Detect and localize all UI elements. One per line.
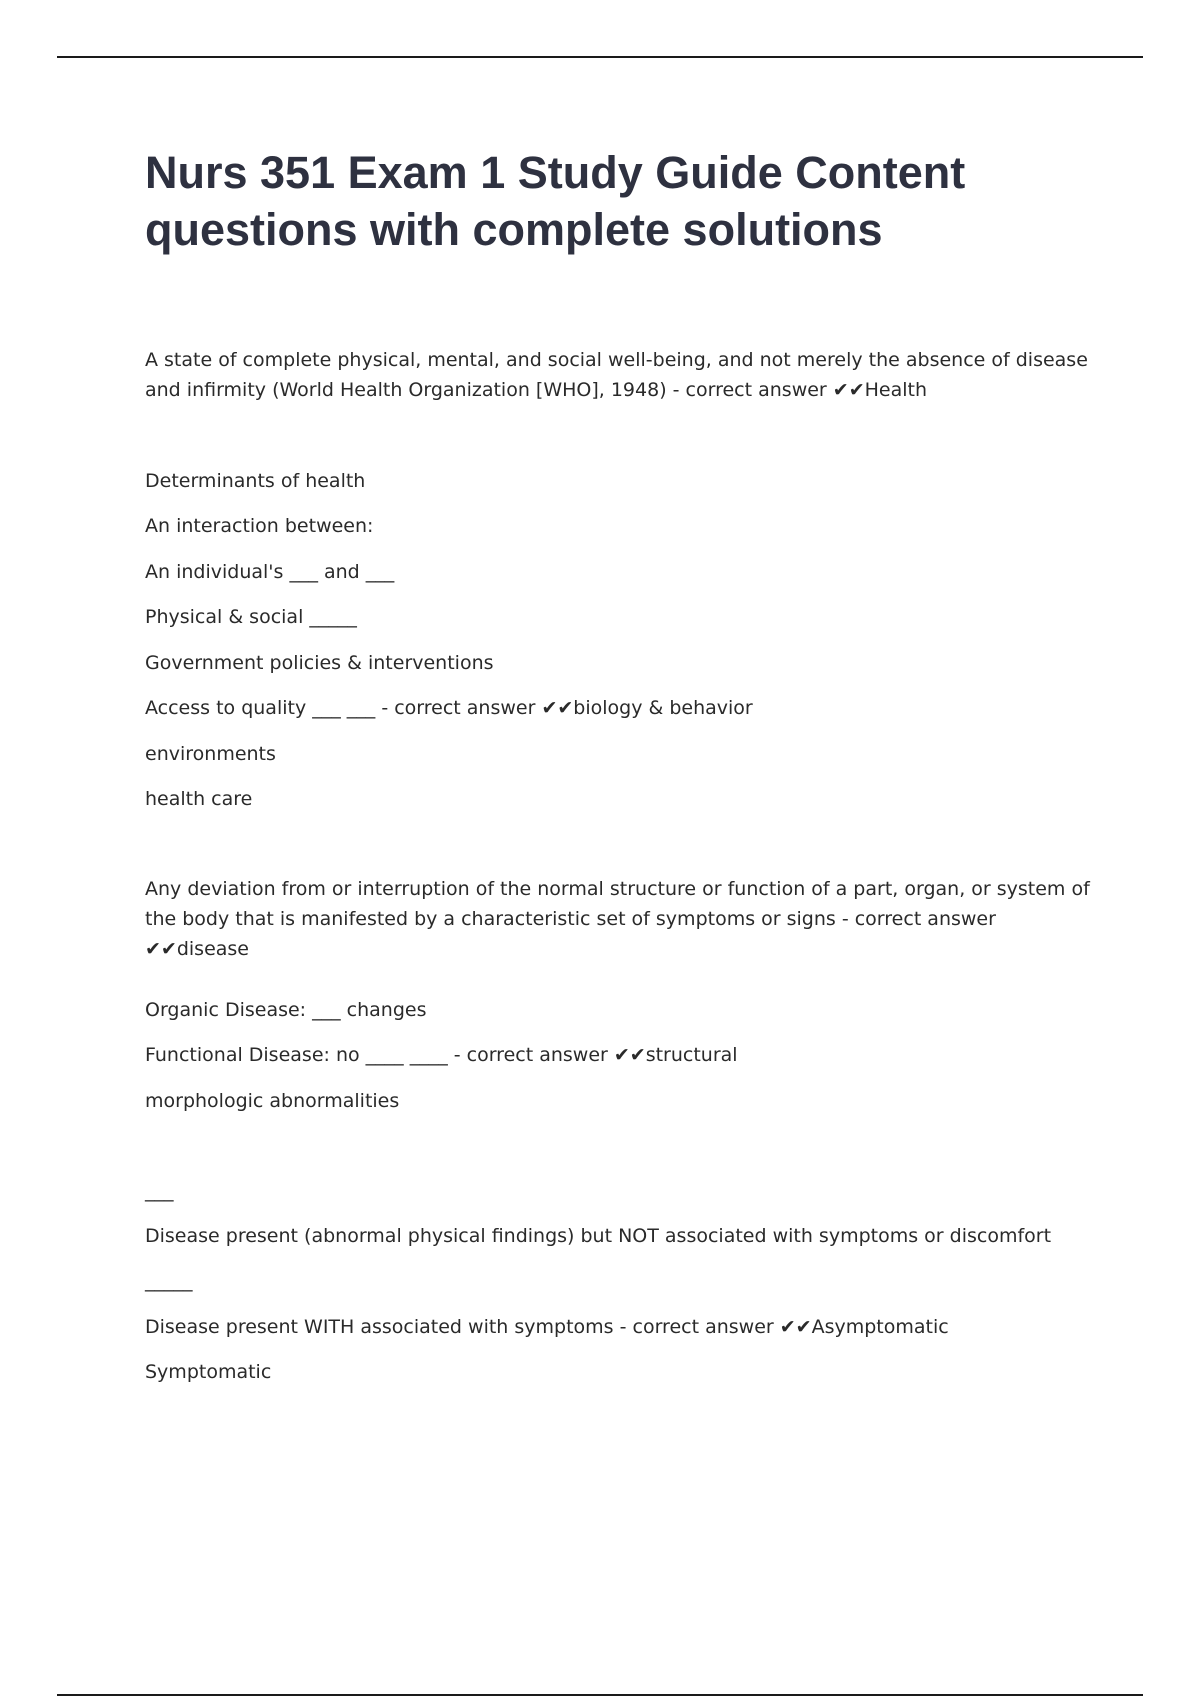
blank-symptomatic: _____	[145, 1270, 193, 1292]
question-disease-definition: Any deviation from or interruption of the normal structure or function of a part, organ, or system of the body that is manifested by a characteristic set of symptoms or signs - correct answer ✔✔disease	[145, 878, 1090, 960]
question-symptomatic: Disease present WITH associated with symptoms - correct answer ✔✔Asymptomatic	[145, 1316, 949, 1338]
question-determinants-line-2: An interaction between:	[145, 515, 374, 537]
question-organic-disease: Organic Disease: ___ changes	[145, 999, 427, 1021]
document-title: Nurs 351 Exam 1 Study Guide Content questions with complete solutions	[145, 147, 966, 255]
answer-determinants-line-7: environments	[145, 743, 276, 765]
question-functional-disease: Functional Disease: no ____ ____ - correct answer ✔✔structural	[145, 1044, 738, 1066]
question-determinants-line-3: An individual's ___ and ___	[145, 561, 395, 583]
answer-morphologic: morphologic abnormalities	[145, 1090, 400, 1112]
question-determinants-line-4: Physical & social _____	[145, 606, 357, 628]
question-asymptomatic: Disease present (abnormal physical findings) but NOT associated with symptoms or discomfort	[145, 1225, 1052, 1247]
question-health-definition: A state of complete physical, mental, and social well-being, and not merely the absence of disease and infirmity (World Health Organization [WHO], 1948) - correct answer ✔✔Health	[145, 349, 1088, 401]
bottom-rule	[57, 1694, 1143, 1696]
question-determinants-line-1: Determinants of health	[145, 470, 366, 492]
top-rule	[57, 56, 1143, 58]
answer-determinants-line-8: health care	[145, 788, 253, 810]
answer-symptomatic: Symptomatic	[145, 1361, 272, 1383]
question-determinants-line-5: Government policies & interventions	[145, 652, 494, 674]
question-determinants-line-6: Access to quality ___ ___ - correct answer ✔✔biology & behavior	[145, 697, 753, 719]
blank-asymptomatic: ___	[145, 1180, 174, 1202]
